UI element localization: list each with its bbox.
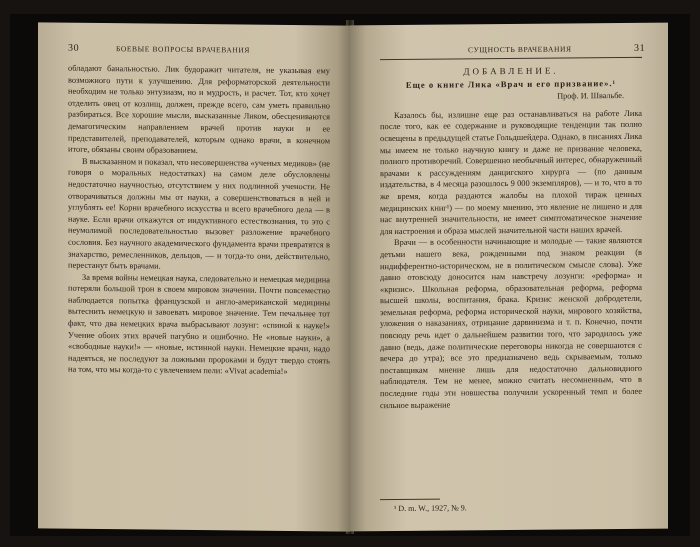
right-page-number: 31 (634, 42, 646, 54)
left-page-body (68, 63, 330, 379)
left-page-header (38, 42, 350, 59)
author-line: Проф. И. Швальбе. (557, 91, 624, 101)
left-paragraph-1: обладают банальностью. Лик будоражит читателя, не указывая ему возможного пути к улучшению. Для реформаторской деятельности необходим не только энтузиазм, но и мудрость, и расчет. Тот, кто хочет отделить овец от козлищ, должен, прежде всего, сам уметь правильно разбираться. Все хорошие мысли, высказанные Ликом, обесцениваются демагогическим направлением врачей против науки и ее представителей, преподавателей, которым однако врачи, в конечном итоге, обязаны своим образованием. (68, 63, 330, 156)
footnote-rule (380, 499, 440, 501)
left-page (38, 22, 350, 531)
open-book (10, 14, 690, 536)
section-title: ДОБАВЛЕНИЕ. (463, 65, 559, 77)
right-page-body (380, 65, 642, 412)
left-paragraph-3: За время войны немецкая наука, следовательно и немецкая медицина потеряли большой трон в своем мировом значении. Почти повсеместно наблюдается попытка французской и англо-американской медицины вытеснить немецкую и завоевать мировое значение. Тем печальнее тот факт, что два немецких врача выбрасывают лозунг: «спиной к науке!» Учение обоих этих врачей пагубно и ошибочно. Не «новые науки», а «свободные науки!» — «новые, истинной науки. Немецкие врачи, надо надеяться, не последуют за ложными пророками и будут твердо стоять на том, что мы когда-то с увлечением пели: «Vivat academia!» (68, 272, 330, 377)
right-running-title: СУЩНОСТЬ ВРАЧЕВАНИЯ (468, 44, 572, 55)
left-paragraph-2: В высказанном и показал, что несовершенства «ученых медиков» (не говоря о моральных недостатках) на самом деле обусловлены недостаточно научностью, отсутствием у них подлинной учености. Не отворачиваться должны мы от науки, а совершенствоваться в ней и углублять ее! Корни врачебного искусства и всего врачебного дела — в науке. Если врачи откажутся от индуктивного естествознания, то это с неумолимой последовательностью вызовет разложение врачебного сословия. Без научного академического фундамента врачи превратятся в знахарство, ремесленников, дельцов, — и тогда-то они, действительно, перестанут быть врачами. (68, 156, 330, 271)
left-page-number: 30 (68, 42, 80, 54)
section-subtitle: Еще о книге Лика «Врач и его призвание».¹ (405, 77, 617, 90)
left-running-title: БОЕВЫЕ ВОПРОСЫ ВРАЧЕВАНИЯ (116, 44, 251, 55)
right-paragraph-1: Казалось бы, излишне еще раз останавливаться на работе Лика после того, как ее содержание и руководящие тенденции так полно освещены в предыдущей статье Гольдшейдера. Однако, в писаниях Лика мы имеем не только научную книгу и даже не призвание человека, полного противоречий. Совершенно необычный интерес, обнаруженный врачами к рассуждениям данцигского хирурга — (по данным издательства, в 4 месяца разошлось 9 000 экземпляров), — и то, что в то же время, когда раздаются жалобы на плохой тираж ценных медицинских книг¹) — по моему мнению, это явление не лишено и для нас внутренней значительности, не имеет симптоматическое значение для настроения и образа мыслей значительной части наших врачей. (380, 108, 642, 236)
right-paragraph-2: Врачи — в особенности начинающие и молодые — такие являются детьми нашего века, рожденными под знаком реакции (в индифферентно-историческом, не в политическом смысле слова). Уже давно отовсюду доносится нам навстречу лозунги: «реформа» и «кризис». Школьная реформа, образовательная реформа, реформа высшей школы, воспитания, брака. Кризис женской добродетели, земельная реформа, реформа исторической науки, мирового хозяйства, уложения о наказаниях, отрицание дарвинизма и т. п. Конечно, почти повсюду речь идет о дальнейшем развитии того, что зародилось уже давно (ведь, даже политические переговоры никогда не совершаются с вечера до утра); все это предназначено ведь скрываемым, только поставщикам мнение лишь для недостаточно дальновидного наблюдателя. Тем не менее, можно считать несомненным, что в последние годы эти новшества получили ускоренный темп и более сильное выражение (380, 236, 642, 410)
right-page (350, 23, 668, 532)
footnote: ¹ D. m. W., 1927, № 9. (394, 503, 467, 514)
